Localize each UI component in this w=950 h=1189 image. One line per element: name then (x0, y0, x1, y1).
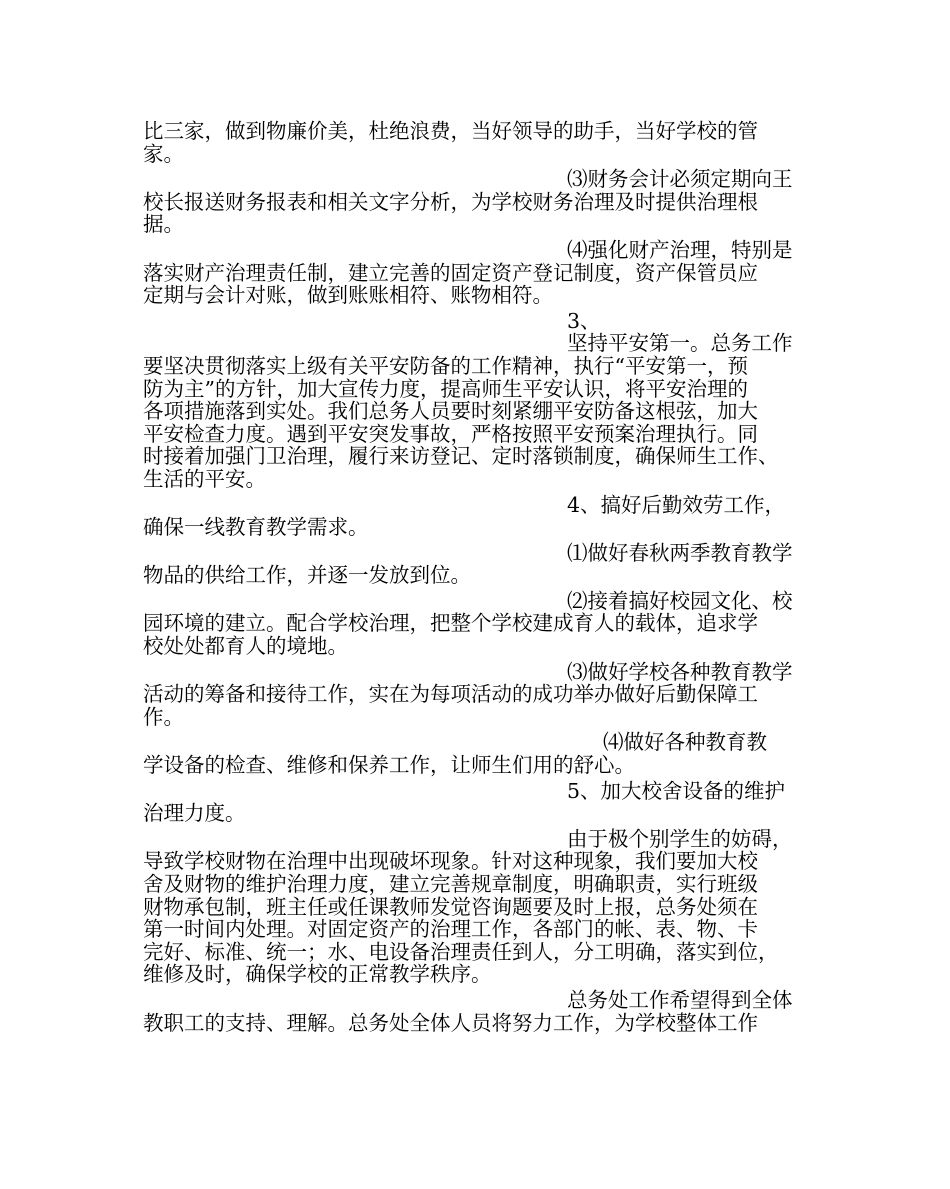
text-line: 比三家，做到物廉价美，杜绝浪费，当好领导的助手，当好学校的管 (143, 119, 758, 143)
text-line: 物品的供给工作，并逐一发放到位。 (143, 563, 471, 588)
text-line: 总务处工作希望得到全体 (567, 987, 793, 1012)
text-line: 财物承包制，班主任或任课教师发觉咨询题要及时上报，总务处须在 (143, 894, 758, 919)
document-body (143, 120, 833, 1034)
text-line: 完好、标准、统一；水、电设备治理责任到人，分工明确，落实到位， (143, 939, 779, 964)
text-line: ⑷做好各种教育教 (603, 730, 767, 755)
text-line: 校长报送财务报表和相关文字分析，为学校财务治理及时提供治理根 (143, 189, 758, 214)
text-line: 时接着加强门卫治理，履行来访登记、定时落锁制度，确保师生工作、 (143, 444, 779, 469)
text-line: 校处处都育人的境地。 (143, 634, 348, 659)
text-line: 治理力度。 (143, 801, 246, 826)
text-line: 坚持平安第一。总务工作 (567, 331, 793, 356)
text-line: 维修及时，确保学校的正常教学秩序。 (143, 962, 492, 987)
text-line: 园环境的建立。配合学校治理，把整个学校建成育人的载体，追求学 (143, 611, 758, 636)
text-line: 由于极个别学生的妨碍， (567, 826, 793, 851)
text-line: 生活的平安。 (143, 466, 266, 491)
text-line: 活动的筹备和接待工作，实在为每项活动的成功举办做好后勤保障工 (143, 682, 758, 707)
text-line: ⑶做好学校各种教育教学 (567, 659, 793, 684)
text-line: 第一时间内处理。对固定资产的治理工作，各部门的帐、表、物、卡 (143, 917, 758, 942)
text-line: 3、 (567, 308, 601, 333)
text-line: 防为主”的方针，加大宣传力度，提高师生平安认识，将平安治理的 (143, 376, 748, 401)
text-line: ⑴做好春秋两季教育教学 (567, 540, 793, 565)
text-line: 5、加大校舍设备的维护 (567, 778, 786, 803)
text-line: 导致学校财物在治理中出现破坏现象。针对这种现象，我们要加大校 (143, 849, 758, 874)
text-line: 落实财产治理责任制，建立完善的固定资产登记制度，资产保管员应 (143, 260, 758, 285)
text-line: ⑶财务会计必须定期向王 (567, 167, 793, 192)
text-line: 定期与会计对账，做到账账相符、账物相符。 (143, 283, 553, 308)
text-line: 各项措施落到实处。我们总务人员要时刻紧绷平安防备这根弦，加大 (143, 399, 758, 424)
text-line: 要坚决贯彻落实上级有关平安防备的工作精神，执行“平安第一，预 (143, 353, 748, 378)
text-line: ⑵接着搞好校园文化、校 (567, 588, 793, 613)
text-line: 家。 (143, 141, 184, 166)
text-line: 4、搞好后勤效劳工作， (567, 492, 786, 517)
text-line: 舍及财物的维护治理力度，建立完善规章制度，明确职责，实行班级 (143, 872, 758, 896)
text-line: 确保一线教育教学需求。 (143, 515, 369, 540)
text-line: ⑷强化财产治理，特别是 (567, 237, 793, 262)
text-line: 作。 (143, 704, 184, 729)
text-line: 据。 (143, 212, 184, 237)
text-line: 学设备的检查、维修和保养工作，让师生们用的舒心。 (143, 753, 635, 778)
text-line: 教职工的支持、理解。总务处全体人员将努力工作，为学校整体工作 (143, 1010, 758, 1035)
text-line: 平安检查力度。遇到平安突发事故，严格按照平安预案治理执行。同 (143, 421, 758, 446)
